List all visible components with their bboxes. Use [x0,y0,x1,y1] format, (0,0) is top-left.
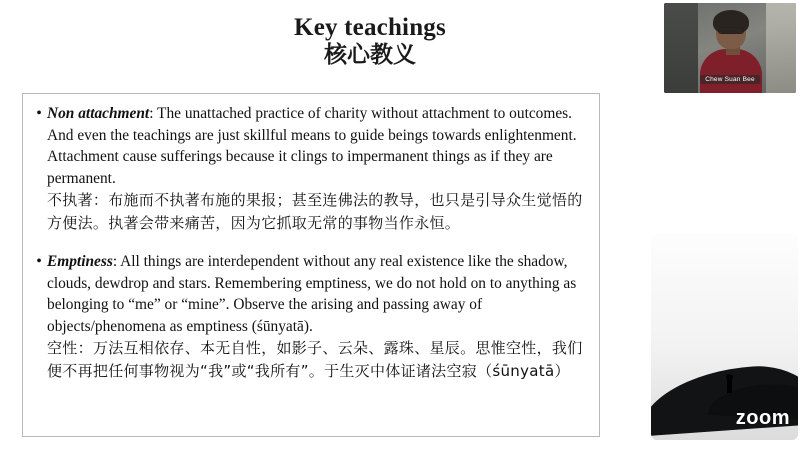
bullet-marker-icon: • [36,105,42,122]
bullet-text [47,251,591,383]
zoom-logo: zoom [735,407,790,429]
glasses-icon [718,27,744,34]
bullet-spacer [31,237,591,251]
bullet-english-text: : The unattached practice of charity without attachment to outcomes. And even the teachings are just skillful means to guide beings towards enlightenment. Attachment cause sufferings because it clings to impermanent things as if they are permanent. [47,105,577,187]
video-background-window [766,3,796,93]
participant-video-tile[interactable] [664,3,796,93]
bullet-chinese-text: 空性：万法互相依存、本无自性，如影子、云朵、露珠、星辰。思惟空性，我们便不再把任何事物视为“我”或“我所有”。于生灭中体证诸法空寂（śūnyatā） [47,339,583,380]
participant-body [700,49,762,93]
bullet-marker-icon: • [36,253,42,270]
zoom-branding-tile[interactable] [651,234,798,440]
bullet-english-line [47,251,591,337]
bullet-english-line [47,103,591,189]
tile-person-silhouette [727,379,732,393]
video-background-door [664,3,698,93]
bullet-chinese-text: 不执著：布施而不执著布施的果报；甚至连佛法的教导，也只是引导众生觉悟的方便法。执著会带来痛苦，因为它抓取无常的事物当作永恒。 [47,191,583,232]
slide-content-box [22,93,600,437]
page-title: Key teachings [294,14,446,41]
key-term: Non attachment [47,105,150,122]
list-item [31,251,591,383]
list-item [31,103,591,235]
key-term: Emptiness [47,253,113,270]
bullet-english-text: : All things are interdependent without any real existence like the shadow, clouds, dewdrop and stars. Remembering emptiness, we do not hold on to anything as belonging to “me” or “mine”. Observe the arising and passing away of objects/phenomena as emptiness (śūnyatā). [47,253,577,335]
participant-name-label: Chew Suan Bee [700,75,760,84]
bullet-text [47,103,591,235]
page-subtitle-chinese: 核心教义 [324,42,416,67]
